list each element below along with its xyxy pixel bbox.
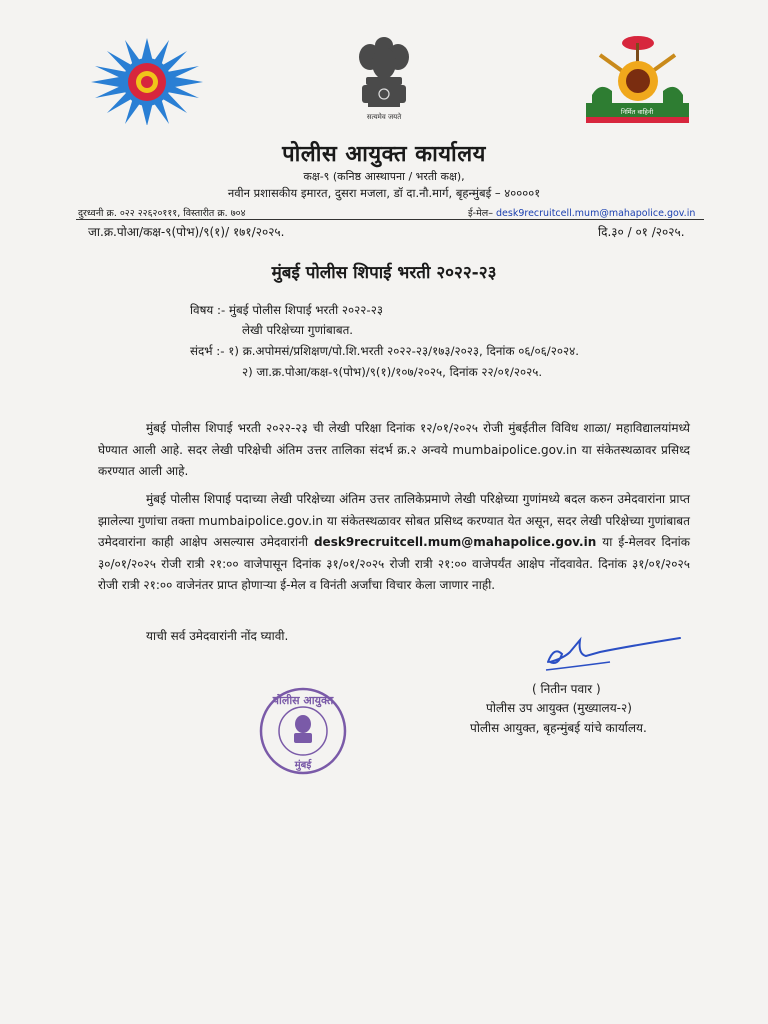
letter-date: दि.३० / ०१ /२०२५.	[598, 225, 685, 239]
reference-2: २) जा.क्र.पोआ/कक्ष-९(पोभ)/९(१)/१०७/२०२५, दिनांक २२/०१/२०२५.	[242, 365, 543, 379]
maharashtra-police-emblem-icon	[580, 33, 695, 125]
email-label: ई-मेल–	[468, 208, 493, 219]
signatory-office: पोलीस आयुक्त, बृहन्मुंबई यांचे कार्यालय.	[470, 721, 647, 735]
signatory-name: ( नितीन पवार )	[532, 682, 601, 696]
body-paragraph-1: मुंबई पोलीस शिपाई भरती २०२२-२३ ची लेखी परिक्षा दिनांक १२/०१/२०२५ रोजी मुंबईतील विविध शाळा/ महाविद्यालयांमध्ये घेण्यात आली आहे. सदर लेखी परिक्षेची अंतिम उत्तर तालिका संदर्भ क्र.२ अन्वये mumbaipolice.gov.in या संकेतस्थळावर प्रसिध्द करण्यात आली आहे.	[98, 421, 690, 478]
address-line-2: नवीन प्रशासकीय इमारत, दुसरा मजला, डॉ दा.नौ.मार्ग, बृहन्मुंबई – ४००००१	[227, 186, 541, 200]
email-line	[468, 206, 695, 219]
email-link[interactable]: desk9recruitcell.mum@mahapolice.gov.in	[496, 208, 696, 219]
closing-note: याची सर्व उमेदवारांनी नोंद घ्यावी.	[146, 629, 289, 643]
address-line-1: कक्ष-९ (कनिष्ठ आस्थापना / भरती कक्ष),	[303, 170, 465, 183]
emblem-right-caption: निर्मित वाहिनी	[620, 108, 654, 116]
emblem-caption: सत्यमेव जयते	[366, 113, 402, 121]
reference-number: जा.क्र.पोआ/कक्ष-९(पोभ)/९(१)/ १७१/२०२५.	[88, 225, 285, 239]
para2-text-a: मुंबई पोलीस शिपाई पदाच्या लेखी परिक्षेच्या अंतिम उत्तर तालिकेप्रमाणे लेखी परिक्षेच्या गुणांमध्ये बदल करुन उमेदवारांना प्राप्त झालेल्या गुणांचा तक्ता mumbaipolice.gov.in या संकेतस्थळावर सोबत प्रसिध्द करण्यात येत असून, सदर लेखी परिक्षेच्या गुणांबाबत उमेदवारांना काही आक्षेप असल्यास उमेदवारांनी	[98, 492, 690, 549]
subject-line: विषय :- मुंबई पोलीस शिपाई भरती २०२२-२३	[190, 303, 383, 317]
office-title: पोलीस आयुक्त कार्यालय	[282, 142, 486, 167]
phone-number: दुरध्वनी क्र. ०२२ २२६२०१११, विस्तारीत क्र. ७०४	[78, 208, 246, 219]
mumbai-police-emblem-icon	[90, 35, 205, 125]
office-stamp-icon	[258, 686, 348, 776]
subject-continuation: लेखी परिक्षेच्या गुणांबाबत.	[242, 323, 354, 337]
ashoka-emblem-icon	[348, 33, 420, 125]
body-paragraph-2	[98, 489, 690, 597]
para2-text-b: या ई-मेलवर दिनांक ३०/०१/२०२५ रोजी रात्री २१:०० वाजेपासून दिनांक ३१/०१/२०२५ रोजी रात्री २१:०० वाजेपर्यंत आक्षेप नोंदवावेत. दिनांक ३१/०१/२०२५ रोजी रात्री २१:०० वाजेनंतर प्राप्त होणाऱ्या ई-मेल व विनंती अर्जांचा विचार केला जाणार नाही.	[98, 535, 690, 592]
stamp-top-text: पोलीस आयुक्त	[272, 694, 334, 707]
stamp-bottom-text: मुंबई	[294, 760, 312, 771]
reference-1: संदर्भ :- १) क्र.अपोमसं/प्रशिक्षण/पो.शि.भरती २०२२-२३/१७३/२०२३, दिनांक ०६/०६/२०२४.	[190, 344, 580, 358]
main-heading: मुंबई पोलीस शिपाई भरती २०२२-२३	[271, 263, 497, 283]
para2-email: desk9recruitcell.mum@mahapolice.gov.in	[313, 535, 597, 549]
signature-icon	[540, 632, 690, 674]
signatory-designation: पोलीस उप आयुक्त (मुख्यालय-२)	[486, 701, 632, 715]
header-divider	[76, 219, 704, 220]
